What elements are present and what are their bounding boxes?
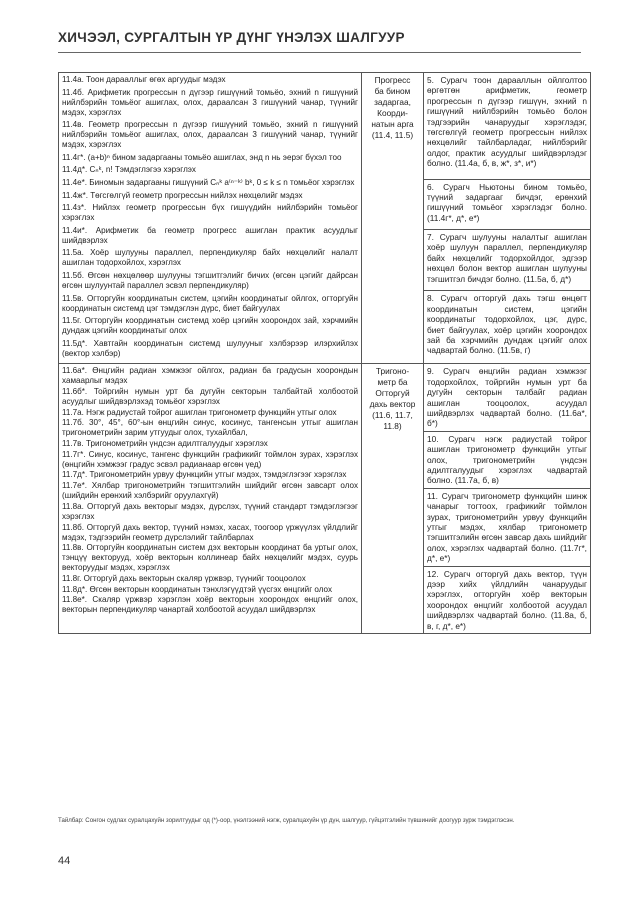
objectives-cell [59, 73, 362, 364]
objective-item: 11.8е*. Скаляр үржвэр хэрэглэн хоёр векторын хоорондох өнцгийг олох, векторын перпендикуляр чанартай холбоотой асуудал шийдвэрлэх [62, 595, 358, 615]
page-title: ХИЧЭЭЛ, СУРГАЛТЫН ҮР ДҮНГ ҮНЭЛЭХ ШАЛГУУР [58, 30, 405, 45]
objective-item: 11.7а. Нэгж радиустай тойрог ашиглан тригонометр функцийн утгыг олох [62, 407, 337, 417]
objective-item: 11.4б. Арифметик прогрессын n дүгээр гишүүний томьёо, эхний n гишүүний нийлбэрийн томьёог ашиглах, олох, дараалсан 3 гишүүний чанар, түүнийг мэдэх, хэрэглэх [62, 87, 358, 117]
objective-item: 11.8г. Огторгуй дахь векторын скаляр үржвэр, түүнийг тооцоолох [62, 573, 306, 583]
objective-item: 11.6б*. Тойргийн нумын урт ба дугуйн секторын талбайтай холбоотой асуудлыг шийдвэрлэхэд томьёог хэрэглэх [62, 387, 358, 406]
outcome-cell: 12. Сурагч огторгуй дахь вектор, түүн дээр хийх үйлдлийн чанаруудыг хэрэглэх, огторгуйн хоёр векторын хоорондох өнцгийг холбоотой асуудал шийдвэрлэх чадвартай болно. (11.8а, б, в, г, д*, е*) [424, 566, 591, 633]
objective-item: 11.8в. Огторгуйн координатын систем дэх векторын координат ба уртыг олох, тэнцүү векторууд, хоёр векторын коллинеар байх нөхцөлийг мэдэх, суурь векторуудыг мэдэх, хэрэглэх [62, 543, 358, 573]
objective-item: 11.5в. Огторгуйн координатын систем, цэгийн координатыг ойлгох, огторгуйн координатын системд цэг тэмдэглэн дүрс, биет байгуулах [62, 293, 358, 313]
objective-item: 11.5г. Огторгуйн координатын системд хоёр цэгийн хоорондох зай, хэрчмийн дундаж цэгийн координатыг олох [62, 316, 358, 336]
objective-item: 11.4а. Тоон дарааллыг өгөх аргуудыг мэдэх [62, 75, 226, 84]
outcome-cell: 10. Сурагч нэгж радиустай тойрог ашиглан тригонометр функцийн утгыг олох, тригонометрийн үндсэн адилтгалуудыг хэрэглэх чадвартай болно. (11.7а, б, в) [424, 431, 591, 488]
page-number: 44 [58, 855, 71, 867]
unit-label-line: задаргаа, [374, 97, 411, 107]
outcome-cell: 5. Сурагч тоон дарааллын ойлголтоо өргөтгөн арифметик, геометр прогрессын n дүгээр гишүүн, эхний n гишүүний нийлбэрийн томьёо болон тэдгээрийн чанаруудыг хэрэглэдэг, төгсгөлгүй геометр прогрессын нийлэх нөхцөлийг тайлбарладаг, нийлбэрийг олдог, практик асуудлыг шийдвэрлэдэг болно. (11.4а, б, в, ж*, з*, и*) [424, 73, 591, 180]
objective-item: 11.8б. Огторгуй дахь вектор, түүний нэмэх, хасах, тоогоор үржүүлэх үйлдлийг мэдэх, тэдгээрийн геометр дүрслэлийг тайлбарлах [62, 522, 358, 542]
objectives-cell [59, 364, 362, 634]
outcome-cell: 8. Сурагч огторгуй дахь тэгш өнцөгт координатын систем, цэгийн координатыг тодорхойлох, цэг, дүрс, биет байгуулах, хоёр цэгийн хоорондох зай ба хэрчмийн дундаж цэгийг олох чадвартай болно. (11.5в, г) [424, 291, 591, 364]
objective-item: 11.7в. Тригонометрийн үндсэн адилтгалуудыг хэрэглэх [62, 439, 268, 449]
objective-item: 11.4д*. Cₙᵏ, n! Тэмдэглэгээ хэрэглэх [62, 165, 196, 175]
objective-item: 11.7е*. Хялбар тригонометрийн тэгшитгэлийн шийдийг өгсөн завсарт олох (шийдийн ерөнхий хэлбэрийг оруулахгүй) [62, 481, 358, 501]
outcome-cell: 9. Сурагч өнцгийн радиан хэмжээг тодорхойлох, тойргийн нумын урт ба дугуйн секторын талбайг радиан ашиглан тооцоолох, асуудал шийдвэрлэх чадвартай болно. (11.6а*, б*) [424, 364, 591, 431]
unit-label-line: метр ба [377, 377, 408, 388]
footnote: Тайлбар: Сонгон судлах суралцахуйн зорилтуудыг од (*)-оор, үнэлгээний нэгж, суралцахуйн үр дүн, шалгуур, гүйцэтгэлийн түвшинийг доогуур зурж тэмдэглэсэн. [58, 817, 515, 824]
unit-label-line: (11.4, 11.5) [371, 130, 414, 140]
unit-label-line: (11.6, 11.7, [372, 410, 413, 421]
unit-cell [362, 73, 424, 364]
outcome-cell: 11. Сурагч тригонометр функцийн шинж чанарыг тогтоох, графикийг тоймлон зурах, тригонометрийн урвуу функцийн утгыг мэдэх, хялбар тригонометр тэгшитгэлийн өгсөн завсар дахь шийдийг олох, хэрэглэх чадвартай болно. (11.7г*, д*, е*) [424, 488, 591, 566]
objective-item: 11.4и*. Арифметик ба геометр прогресс ашиглан практик асуудлыг шийдвэрлэх [62, 225, 358, 245]
outcome-cell: 7. Сурагч шулууны налалтыг ашиглан хоёр шулуун параллел, перпендикуляр байх нөхцөлийг тодорхойлдог, эдгээр нөхцөл болон вектор ашиглан шулууны тэгшитгэл бичдэг болно. (11.5а, б, д*) [424, 229, 591, 291]
unit-label-line: ба бином [374, 86, 411, 96]
objective-item: 11.7б. 30°, 45°, 60°-ын өнцгийн синус, косинус, тангенсын утгыг ашиглан тригонометрийн зарим утгуудыг олох, тухайлбал, [62, 418, 358, 438]
objective-item: 11.4е*. Биномын задаргааны гишүүний Cₙᵏ a⁽ⁿ⁻ᵏ⁾ bᵏ, 0 ≤ k ≤ n томьёог хэрэглэх [62, 177, 355, 187]
unit-label-line: Тригоно- [375, 366, 410, 377]
unit-label-line: 11.8) [383, 421, 402, 432]
table-row [59, 364, 591, 431]
objective-item: 11.5а. Хоёр шулууны параллел, перпендикуляр байх нөхцөлийг налалт ашиглан тодорхойлох, хэрэглэх [62, 248, 358, 268]
objective-item: 11.4з*. Нийлэх геометр прогрессын бүх гишүүдийн нийлбэрийн томьёог хэрэглэх [62, 203, 358, 223]
objective-item: 11.5д*. Хавтгайн координатын системд шулууныг хэлбэрээр илэрхийлэх (вектор хэлбэр) [62, 338, 358, 358]
objective-item: 11.8а. Огторгуй дахь векторыг мэдэх, дүрслэх, түүний стандарт тэмдэглэгээг хэрэглэх [62, 501, 358, 521]
objective-item: 11.7г*. Синус, косинус, тангенс функцийн графикийг тоймлон зурах, хэрэглэх (өнцгийн хэмжээг градус эсвэл радианаар өгсөн үед) [62, 449, 358, 469]
objective-item: 11.6а*. Өнцгийн радиан хэмжээг ойлгох, радиан ба градусын хоорондын хамаарлыг мэдэх [62, 366, 358, 386]
outcome-cell: 6. Сурагч Ньютоны бином томьёо, түүний задаргааг бичдэг, ерөнхий гишүүний томьёог хэрэглэдэг болно. (11.4г*, д*, е*) [424, 179, 591, 229]
table-row [59, 73, 591, 180]
unit-label-line: дахь вектор [369, 399, 416, 410]
unit-label-line: натын арга [371, 119, 414, 129]
objective-item: 11.4ж*. Төгсгөлгүй геометр прогрессын нийлэх нөхцөлийг мэдэх [62, 190, 303, 200]
criteria-table [58, 72, 591, 634]
unit-label-line: Прогресс [374, 75, 411, 85]
objective-item: 11.8д*. Өгсөн векторын координатын тэнхлэгүүдтэй үүсгэх өнцгийг олох [62, 584, 332, 594]
unit-label-line: Коорди- [377, 108, 408, 118]
unit-label-line: Огторгуй [375, 388, 410, 399]
unit-cell [362, 364, 424, 634]
objective-item: 11.4г*. (a+b)ⁿ бином задаргааны томьёо ашиглах, энд n нь эерэг бүхэл тоо [62, 152, 342, 162]
title-rule [58, 52, 581, 53]
objective-item: 11.7д*. Тригонометрийн урвуу функцийн утгыг мэдэх, тэмдэглэгээг хэрэглэх [62, 470, 347, 480]
objective-item: 11.5б. Өгсөн нөхцөлөөр шулууны тэгшитгэлийг бичих (өгсөн цэгийг дайрсан өгсөн шулуунтай параллел эсвэл перпендикуляр) [62, 270, 358, 290]
objective-item: 11.4в. Геометр прогрессын n дүгээр гишүүний томьёо, эхний n гишүүний нийлбэрийн томьёог ашиглах, олох, дараалсан 3 гишүүний чанар, түүнийг мэдэх, хэрэглэх [62, 120, 358, 150]
